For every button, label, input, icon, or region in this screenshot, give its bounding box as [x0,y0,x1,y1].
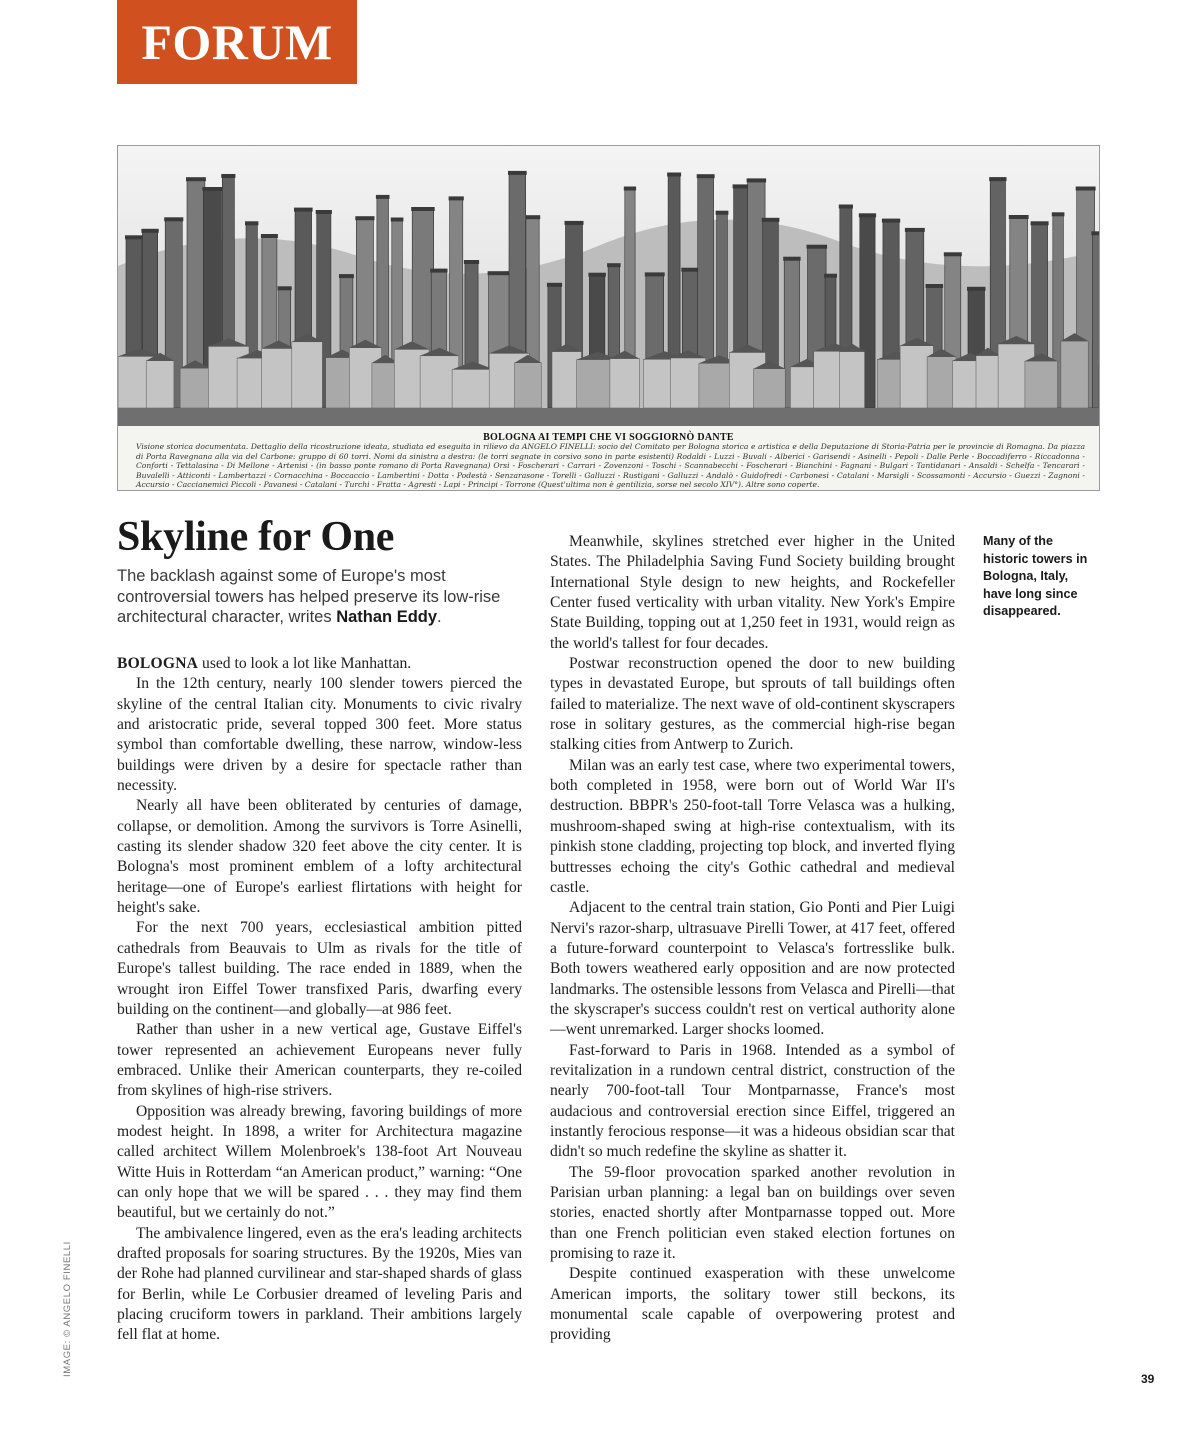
tower-cap [882,219,900,223]
house [927,357,956,408]
lead-paragraph-text: used to look a lot like Manhattan. [198,655,412,672]
tower-cap [141,229,158,233]
tower-cap [221,174,235,178]
tower-cap [464,260,479,264]
house [610,359,640,408]
article-paragraph: Milan was an early test case, where two experimental towers, both completed in 1958, were born out of World War II's destruction. BBPR's 250-foot-tall Torre Velasca was a hulking, mushroom-shaped swing at high-rise contextualism, with its pinkish stone cladding, projecting top block, and inverted flying buttresses echoing the city's Gothic cathedral and medieval castle. [550,756,955,896]
house [146,361,174,408]
headline: Skyline for One [117,514,395,560]
tower-cap [1031,221,1049,225]
tower-cap [547,283,562,287]
tower-cap [376,195,390,199]
tower-cap [967,287,986,291]
tower-cap [565,221,584,225]
tower-cap [807,245,828,249]
tower-cap [245,221,258,225]
tower-cap [1052,212,1065,216]
article-paragraph: Despite continued exasperation with these unwelcome American imports, the solitary tower still beckons, its monumental scale capable of overpowering protest and providing [550,1265,955,1344]
tower-cap [294,208,313,212]
plate-title: BOLOGNA AI TEMPI CHE VI SOGGIORNÒ DANTE [483,432,734,443]
tower-cap [430,269,447,273]
tower-cap [783,257,800,261]
tower-cap [697,174,715,178]
tower-cap [526,215,541,219]
bologna-towers-figure [117,145,1100,491]
article-paragraph: Rather than usher in a new vertical age, Gustave Eiffel's tower represented an achievement Europeans never fully embraced. Unlike their American counterparts, they re-coiled from skylines of high-rise strivers. [117,1021,522,1100]
tower-cap [202,187,222,191]
tower-cap [667,173,681,177]
article-paragraph: The 59-floor provocation sparked another revolution in Parisian urban planning: a legal ban on buildings over seven stories, enacted shortly after Montparnasse topped out. More than one French politician even staked election fortunes on promising to raze it. [550,1163,955,1263]
tower-cap [716,211,729,215]
tower-cap [859,213,876,217]
article-paragraph: In the 12th century, nearly 100 slender towers pierced the skyline of the central Italian city. Monuments to civic rivalry and aristocratic pride, several topped 300 feet. More status symbol than comfortable dwelling, these narrow, window-less buildings were driven by a desire for spectacle rather than necessity. [117,675,522,795]
tower-cap [488,271,511,275]
plate-caption [136,430,1085,490]
author-name: Nathan Eddy [336,608,438,626]
tower-cap [747,178,767,182]
plate-caption-text: Visione storica documentata. Dettaglio della ricostruzione ideata, studiata ed eseguita in rilievo da ANGELO FINELLI: socio del Comitato per Bologna storica e artistica e della Deputazione di Storia-Patria per le provincie di Romagna. Da piazza di Porta Ravegnana alla via del Carbone: gruppo di 60 torri. Nomi da sinistra a destra: (le torri segnate in corsivo sono in parte esistenti) Rodaldi - Luzzi - Buvali - Alberici - Garisendi - Asinelli - Pepoli - Dalle Perle - Boccadiferro - Riccadonna - Conforti - Tettalasina - Di Mellone - Artenisi - (in basso ponte romano di Porta Ravegnana) Orsi - Foscherari - Carrari - Zovenzoni - Toschi - Scannabecchi - Foscherari - Bianchini - Fagnani - Bulgari - Tantidanari - Ansaldi - Schelfa - Tencarari - Buvalelli - Atticonti - Lambertazzi - Cornacchina - Boccaccio - Lambertini - Dotta - Podestà - Senzarasone - Torelli - Galluzzi - Rustigani - Galluzzi - Andalò - Guidofredi - Carbonesi - Catalani - Marsigli - Scossamonti - Accursio - Guezzi - Zagnoni - Accursio - Caccianemici Piccoli - Pavanesi - Catalani - Turchi - Fratta - Agresti - Lapi - Principi - Torrone (Quest'ultima non è gentilizia, sorse nel secolo XIV°). Altre sono coperte. [136,442,1085,490]
dek-suffix: . [437,608,442,626]
tower-cap [339,274,354,278]
tower-cap [508,171,527,175]
article-paragraph: Nearly all have been obliterated by centuries of damage, collapse, or demolition. Among the survivors is Torre Asinelli, casting its slender shadow 320 feet above the city center. It is Bologna's most prominent emblem of a lofty architectural heritage—one of Europe's earliest flirtations with height for height's sake. [117,797,522,917]
article-paragraph: Fast-forward to Paris in 1968. Intended as a symbol of revitalization in a rundown central district, construction of the nearly 700-foot-tall Tour Montparnasse, France's most audacious and controversial erection since Eiffel, triggered an instantly ferocious response—it was a hideous obsidian scar that didn't so much redefine the skyline as shatter it. [550,1041,955,1161]
tower-cap [1091,231,1099,235]
article-paragraph [117,654,522,674]
tower-cap [261,234,278,238]
tower-cap [186,177,206,181]
house [180,368,210,408]
house [1061,341,1088,408]
article-column-right [550,532,955,1346]
article-paragraph: The ambivalence lingered, even as the era's leading architects drafted proposals for soaring structures. By the 1920s, Mies van der Rohe had planned curvilinear and star-shaped shards of glass for Berlin, while Le Corbusier dreamed of leveling Paris and placing cruciform towers in parkland. Their ambitions largely fell flat at home. [117,1224,522,1344]
tower-cap [681,268,699,272]
tower-cap [905,228,925,232]
tower-cap [411,207,435,211]
tower-cap [839,205,853,209]
image-credit: IMAGE: © ANGELO FINELLI [62,1241,73,1377]
tower-cap [449,196,464,200]
tower-cap [824,274,837,278]
house [292,342,323,408]
tower [1092,234,1099,408]
tower-cap [588,273,606,277]
article-paragraph: Adjacent to the central train station, Gio Ponti and Pier Luigi Nervi's razor-sharp, ultrasuave Pirelli Tower, at 417 feet, offered a future-forward counterpoint to Velasca's fortresslike bulk. Both towers weathered early opposition and are now protected landmarks. The ostensible lessons from Velasca and Pirelli—that the skyscraper's success couldn't rest on vertical authority alone—went unremarked. Larger shocks loomed. [550,899,955,1039]
dek-text: The backlash against some of Europe's most controversial towers has helped preserve its low-rise architectural character, writes [117,567,501,626]
figure-caption: Many of the historic towers in Bologna, Italy, have long since disappeared. [983,534,1088,619]
tower-cap [624,187,636,191]
article-paragraph: Opposition was already brewing, favoring buildings of more modest height. In 1898, a writer for Architectura magazine called architect Willem Molenbroek's 138-foot Art Nouveau Witte Huis in Rotterdam “an American product,” warning: “One can only hope that we will be spared . . . they may find them beautiful, but we certainly do not.” [117,1102,522,1222]
tower-cap [645,272,665,276]
house [754,369,786,408]
tower-cap [762,218,780,222]
tower-cap [391,218,404,222]
article-paragraph: For the next 700 years, ecclesiastical ambition pitted cathedrals from Beauvais to Ulm as rivals for the title of Europe's tallest building. The race ended in 1889, when the wrought iron Eiffel Tower transfixed Paris, dwarfing every building on the continent—and globally—at 986 feet. [117,919,522,1018]
tower-cap [1076,187,1096,191]
tower-cap [355,216,374,220]
house [515,363,542,408]
tower-cap [278,286,292,290]
tower-cap [989,177,1006,181]
house [1025,361,1058,408]
tower-cap [316,210,332,214]
article-paragraph: Meanwhile, skylines stretched ever higher in the United States. The Philadelphia Saving Fund Society building brought International Style design to new heights, and Rockefeller Center fused verticality with urban vitality. New York's Empire State Building, topping out at 1,250 feet in 1931, would reign as the world's tallest for four decades. [550,533,955,652]
article-paragraph: Postwar reconstruction opened the door to new building types in devastated Europe, but sprouts of tall buildings often failed to materialize. The next wave of old-continent skyscrapers rose in solitary gestures, as the commercial high-rise began stalking cities from Antwerp to Zurich. [550,655,955,754]
tower-cap [944,252,962,256]
house [840,352,865,408]
house [976,356,1000,408]
house [262,349,296,409]
tower-cap [125,235,143,239]
tower-cap [164,217,183,221]
tower-cap [926,284,944,288]
page-number: 39 [1141,1372,1155,1386]
lead-word: BOLOGNA [117,655,199,672]
dek [117,566,527,628]
tower-cap [1009,215,1029,219]
article-column-left [117,654,522,1346]
house [452,369,494,408]
section-label: FORUM [117,0,357,84]
tower-cap [607,263,621,267]
